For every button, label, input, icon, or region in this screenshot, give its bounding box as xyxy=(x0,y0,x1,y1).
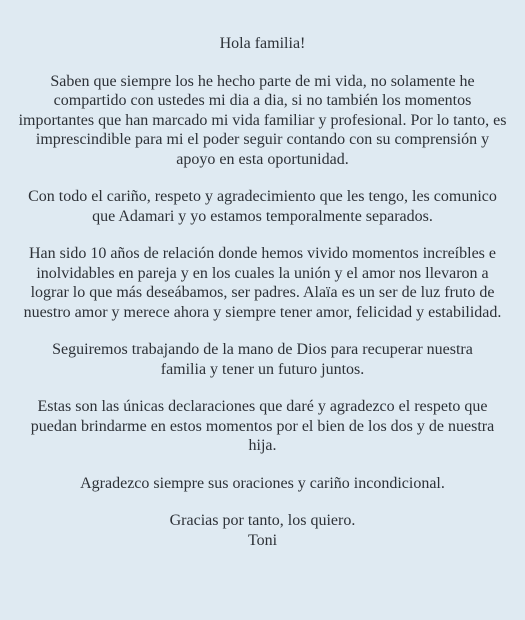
letter-greeting: Hola familia! xyxy=(219,35,306,52)
letter-paragraph-3: Han sido 10 años de relación donde hemos vivido momentos increíbles e inolvidables en pareja y en los cuales la unión y el amor nos llevaron a lograr lo que más deseábamos, ser padres. Alaïa es un ser de luz fruto de nuestro amor y merece ahora y siempre tener amor, felicidad y estabilidad. xyxy=(23,245,502,321)
letter-paragraph-5: Estas son las únicas declaraciones que daré y agradezco el respeto que puedan brindarme en estos momentos por el bien de los dos y de nuestra hija. xyxy=(30,398,495,454)
letter-closing: Gracias por tanto, los quiero. xyxy=(169,512,356,529)
letter-paragraph-1: Saben que siempre los he hecho parte de mi vida, no solamente he compartido con ustedes mi dia a dia, si no también los momentos importantes que han marcado mi vida familiar y profesional. Por lo tanto, es imprescindible para mi el poder seguir contando con su comprensión y apoyo en esta oportunidad. xyxy=(18,72,507,168)
letter-paragraph-6: Agradezco siempre sus oraciones y cariño incondicional. xyxy=(80,474,445,492)
letter-signature: Toni xyxy=(247,531,278,549)
letter-paragraph-2: Con todo el cariño, respeto y agradecimiento que les tengo, les comunico que Adamari y yo estamos temporalmente separados. xyxy=(28,188,497,225)
letter-paragraph-4: Seguiremos trabajando de la mano de Dios para recuperar nuestra familia y tener un futuro juntos. xyxy=(52,341,473,378)
